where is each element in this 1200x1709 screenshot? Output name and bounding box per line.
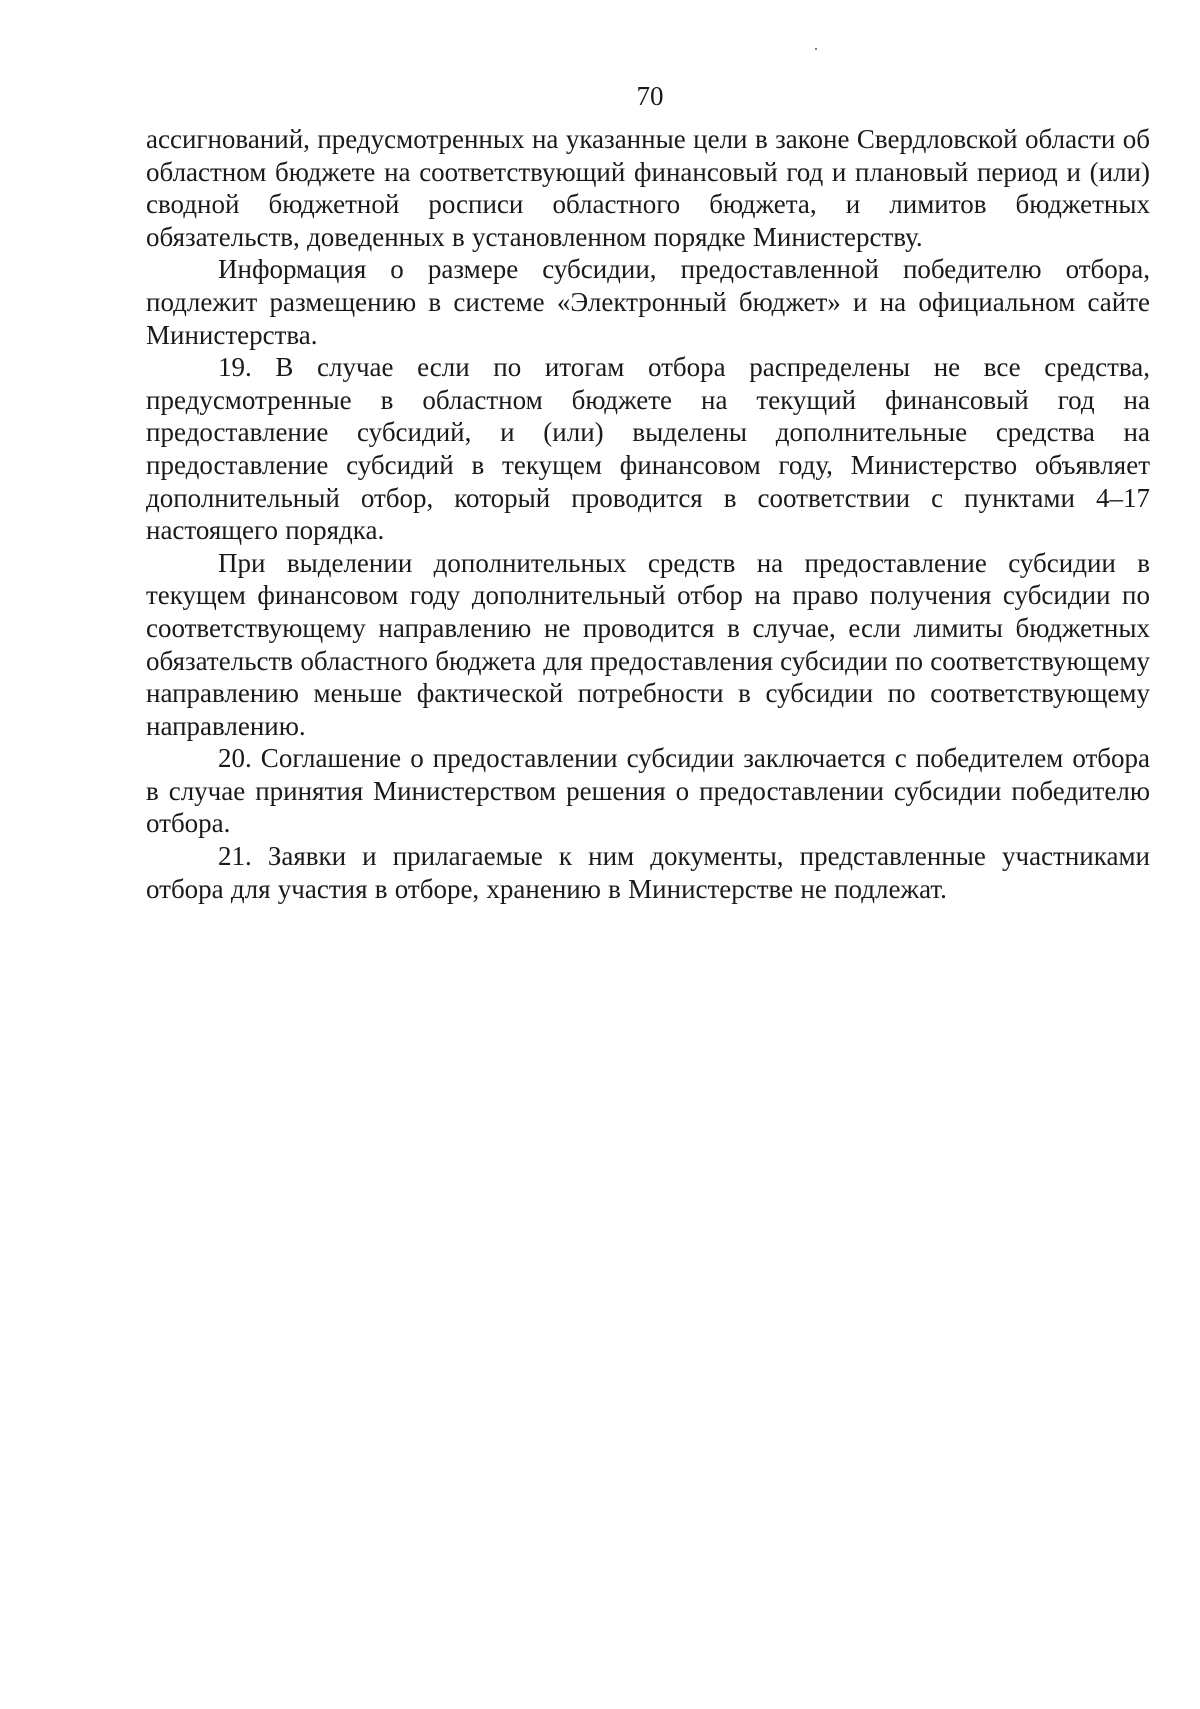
paragraph-item-21: 21. Заявки и прилагаемые к ним документы, представленные участниками отбора для участия в отборе, хранению в Министерстве не подлежат. <box>146 841 1150 904</box>
page-number: 70 <box>636 81 664 111</box>
scan-speck <box>815 48 817 50</box>
paragraph-continuation: ассигнований, предусмотренных на указанные цели в законе Свердловской области об областном бюджете на соответствующий финансовый год и плановый период и (или) сводной бюджетной росписи областного бюджета, и лимитов бюджетных обязательств, доведенных в установленном порядке Министерству. <box>146 124 1150 252</box>
paragraph-item-20: 20. Соглашение о предоставлении субсидии заключается с победителем отбора в случае принятия Министерством решения о предоставлении субсидии победителю отбора. <box>146 743 1150 839</box>
paragraph-subsidy-info: Информация о размере субсидии, предоставленной победителю отбора, подлежит размещению в системе «Электронный бюджет» и на официальном сайте Министерства. <box>146 254 1150 350</box>
document-body <box>146 123 1150 905</box>
paragraph-additional-funds: При выделении дополнительных средств на предоставление субсидии в текущем финансовом году дополнительный отбор на право получения субсидии по соответствующему направлению не проводится в случае, если лимиты бюджетных обязательств областного бюджета для предоставления субсидии по соответствующему направлению меньше фактической потребности в субсидии по соответствующему направлению. <box>146 547 1150 741</box>
paragraph-item-19: 19. В случае если по итогам отбора распределены не все средства, предусмотренные в областном бюджете на текущий финансовый год на предоставление субсидий, и (или) выделены дополнительные средства на предоставление субсидий в текущем финансовом году, Министерство объявляет дополнительный отбор, который проводится в соответствии с пунктами 4–17 настоящего порядка. <box>146 352 1150 546</box>
